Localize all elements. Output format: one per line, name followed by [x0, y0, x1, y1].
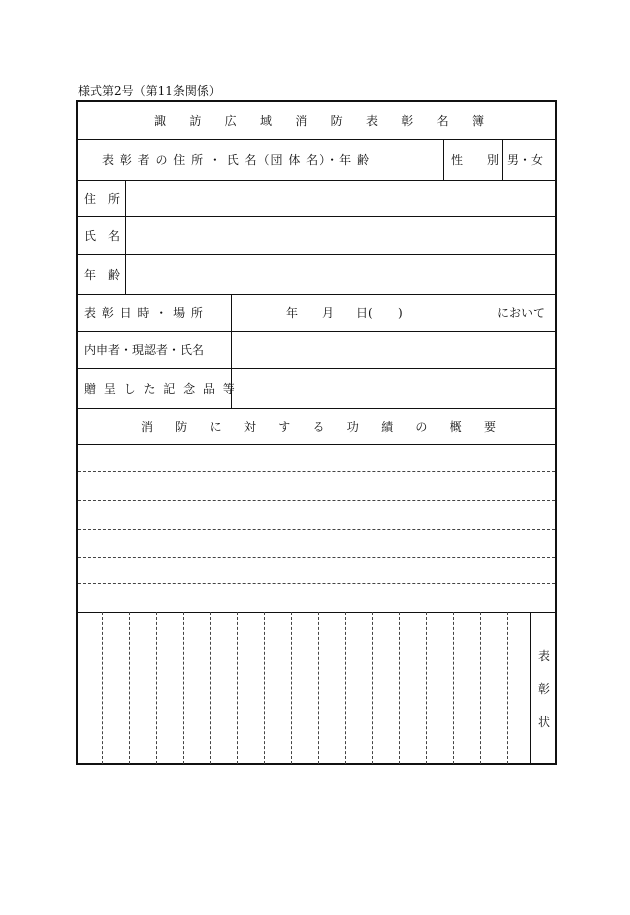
- age-field[interactable]: [126, 254, 555, 294]
- merit-title-char: 対: [243, 419, 256, 434]
- title-char: 簿: [471, 114, 484, 128]
- merit-title-char: に: [209, 419, 222, 434]
- certificate-label: [531, 640, 557, 739]
- title-char: 表: [365, 114, 378, 128]
- award-datetime-label: 表 彰 日 時 ・ 場 所: [84, 306, 204, 320]
- address-field[interactable]: [126, 180, 555, 216]
- register-title: [154, 102, 484, 139]
- title-char: 域: [259, 114, 272, 128]
- title-char: 訪: [189, 114, 202, 128]
- certificate-text-area[interactable]: [78, 613, 530, 763]
- title-char: 彰: [401, 114, 414, 128]
- certificate-char: 彰: [537, 682, 550, 696]
- title-char: 名: [436, 114, 449, 128]
- merit-title-char: 績: [381, 419, 394, 434]
- merit-title-char: 防: [175, 419, 188, 434]
- month-unit: 月: [322, 306, 335, 320]
- year-unit: 年: [286, 306, 299, 320]
- name-label: 氏 名: [84, 228, 120, 243]
- commendation-register-form: [76, 100, 557, 765]
- gift-label: 贈 呈 し た 記 念 品 等: [84, 381, 237, 396]
- merit-title-char: る: [312, 419, 325, 434]
- merit-title-char: 概: [449, 419, 462, 434]
- certificate-char: 表: [537, 649, 550, 663]
- address-label: 住 所: [84, 191, 120, 206]
- merit-title-char: 要: [483, 419, 496, 434]
- award-date-field[interactable]: [232, 294, 555, 331]
- sex-label-1: 性: [451, 153, 464, 167]
- applicant-label: 内申者・現認者・氏名: [84, 343, 205, 357]
- place-suffix: において: [496, 306, 545, 320]
- title-char: 広: [224, 114, 237, 128]
- sex-header: [451, 139, 499, 180]
- age-label: 年 齢: [84, 267, 120, 282]
- name-address-header: 表 彰 者 の 住 所 ・ 氏 名（団 体 名）・年 齢: [102, 153, 370, 167]
- name-field[interactable]: [126, 216, 555, 254]
- sex-label-2: 別: [486, 153, 499, 167]
- merit-summary-title: [141, 408, 496, 444]
- merit-title-char: の: [415, 419, 428, 434]
- certificate-char: 状: [537, 715, 550, 729]
- merit-title-char: す: [278, 419, 291, 434]
- paren-close: ): [398, 305, 403, 320]
- title-char: 防: [330, 114, 343, 128]
- day-unit: 日(: [356, 306, 373, 320]
- title-char: 消: [295, 114, 308, 128]
- applicant-field[interactable]: [232, 331, 555, 368]
- gift-field[interactable]: [232, 368, 555, 408]
- form-number: 様式第2号（第11条関係）: [78, 84, 221, 98]
- merit-title-char: 功: [346, 419, 359, 434]
- title-char: 諏: [154, 114, 167, 128]
- sex-options[interactable]: 男・女: [507, 153, 544, 167]
- merit-title-char: 消: [141, 419, 154, 434]
